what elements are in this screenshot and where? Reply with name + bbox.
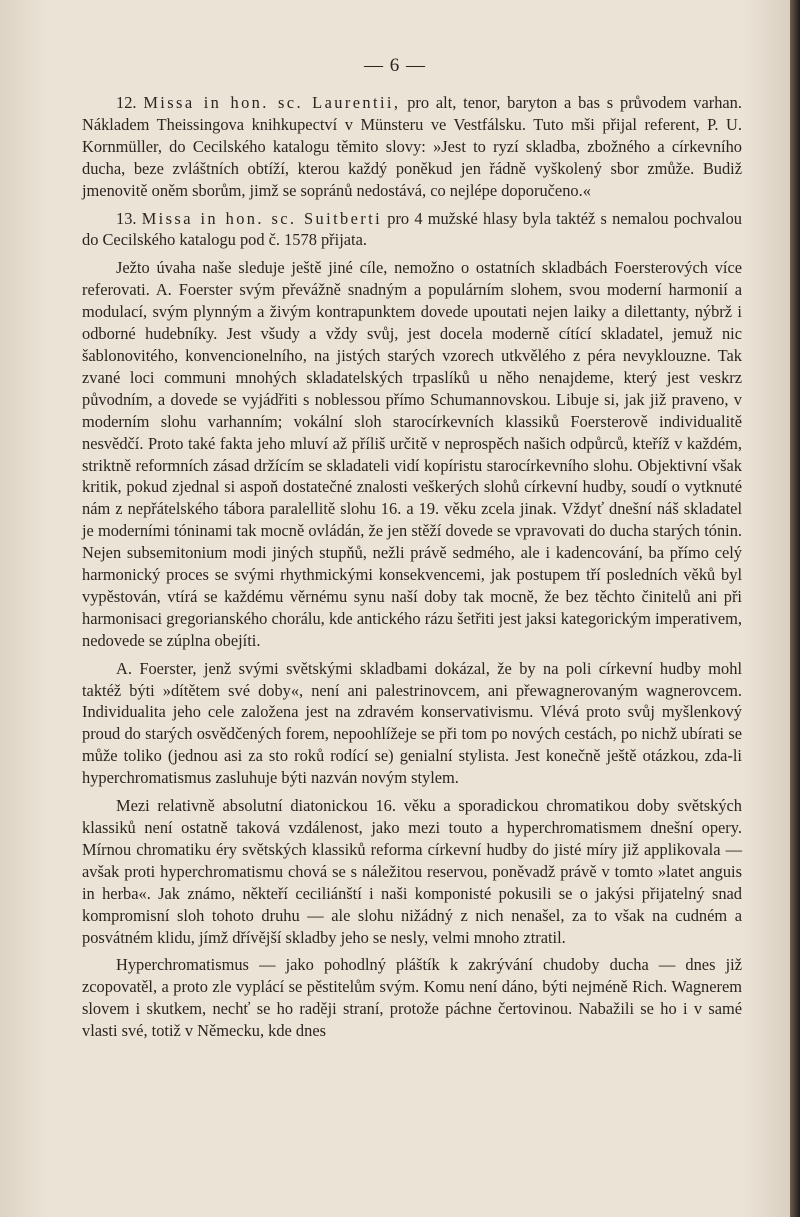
body-text <box>82 92 742 1048</box>
mass-title: Missa in hon. sc. Laurentii, <box>143 93 401 112</box>
paragraph-missa-laurentii <box>82 92 742 202</box>
paragraph-missa-suitberti <box>82 208 742 252</box>
paragraph-text: pro alt, tenor, baryton a bas s průvodem varhan. Nákladem Theissingova knihkupectví v Münsteru ve Vestfálsku. Tuto mši přijal referent, P. U. Kornmüller, do Cecilského katalogu těmito slovy: »Jest to ryzí skladba, zbožného a církevního ducha, beze zvláštních obtíží, kterou každý poněkud jen řádně vyškolený sbor zmůže. Budiž jmenovitě oněm sborům, jimž se sopránů nedostává, co nejlépe doporučeno.« <box>82 93 742 200</box>
paragraph-chromatics: Mezi relativně absolutní diatonickou 16. věku a sporadickou chromatikou doby světských klassiků není ostatně taková vzdálenost, jako mezi touto a hyperchromatismem dnešní opery. Mírnou chromatiku éry světských klassiků reforma církevní hudby do jisté míry již applikovala — avšak proti hyperchromatismu chová se s náležitou reservou, poněvadž právě v tomto »latet anguis in herba«. Jak známo, někteří ceciliánští i naši komponisté pokusili se o jakýsi přijatelný snad kompromisní sloh tohoto druhu — ale slohu nižádný z nich nenašel, za to však na cudném a posvátném klidu, jímž dřívější skladby jeho se nesly, velmi mnoho ztratil. <box>82 796 742 947</box>
page-edge-shadow <box>790 0 800 1217</box>
page-number: — 6 — <box>364 55 426 76</box>
item-number: 12. <box>116 93 137 112</box>
paragraph-hyperchromatismus: Hyperchromatismus — jako pohodlný pláštík k zakrývání chudoby ducha — dnes již zcopovatěl, a proto zle vyplácí se pěstitelům svým. Komu není dáno, býti nejméně Rich. Wagnerem slovem i skutkem, nechť se ho raději straní, protože páchne čertovinou. Nabažili se ho i v samé vlasti své, totiž v Německu, kde dnes <box>82 955 742 1041</box>
paragraph-foerster-style: Ježto úvaha naše sleduje ještě jiné cíle, nemožno o ostatních skladbách Foersterových více referovati. A. Foerster svým převážně snadným a populárním slohem, svou moderní harmonií a modulací, svým plynným a živým kontrapunktem dovede upoutati nejen laiky a dilettanty, nýbrž i odborné hudebníky. Jest všudy a vždy svůj, jest docela moderně cítící skladatel, jemuž nic šablonovitého, konvencionelního, na jistých starých vzorech utkvělého z péra nevyklouzne. Tak zvané loci communi mnohých skladatelských trpaslíků u něho nenajdeme, který jest veskrz původním, a dovede se vyjádřiti s noblessou přímo Schumannovskou. Libuje si, jak již praveno, v moderním slohu varhanním; vokální sloh starocírkevních klassiků Foersterově individualitě nesvědčí. Proto také fakta jeho mluví až příliš určitě v neprospěch našich odpůrců, kteříž v každém, striktně reformních zásad držícím se skladateli vidí kopíristu starocírkevního slohu. Objektivní však kritik, pokud zjednal si aspoň dostatečné znalosti veškerých slohů církevní hudby, soudí o vytknuté nám z nepřátelského tábora paralellitě slohu 16. a 19. věku zcela jinak. Vždyť dnešní náš skladatel je moderními tóninami tak mocně ovládán, že jen stěží dovede se vpravovati do ducha starých tónin. Nejen subsemitonium modi jiných stupňů, nežli právě sedmého, ale i kadencování, ba přímo celý harmonický proces se svými rhythmickými konsekvencemi, jak postupem tří posledních věků byl vypěstován, vtírá se každému věrnému synu naší doby tak mocně, že bez těchto činitelů ani při harmonisaci gregorianského chorálu, kde antického rázu šetřiti jest jaksi kategorickým imperativem, nedovede se zúplna obejíti. <box>82 258 742 650</box>
mass-title: Missa in hon. sc. Suitberti <box>141 208 383 228</box>
paragraph-foerster-individuality: A. Foerster, jenž svými světskými skladbami dokázal, že by na poli církevní hudby mohl taktéž býti »dítětem své doby«, není ani palestrinovcem, ani přewagnerovaným wagnerovcem. Individualita jeho cele založena jest na zdravém konservativismu. Vlévá proto svůj myšlenkový proud do starých osvědčených forem, nepoohlížeje se při tom po nových cestách, po nichž ubírati se může toliko (jednou asi za sto roků rodící se) genialní stylista. Jest konečně ještě otázkou, zda-li hyperchromatismus zasluhuje býti nazván novým stylem. <box>82 658 742 788</box>
item-number: 13. <box>116 208 137 228</box>
paragraph-text: pro 4 mužské hlasy byla taktéž s nemalou pochvalou do Cecilského katalogu pod č. 1578 přijata. <box>82 208 742 250</box>
